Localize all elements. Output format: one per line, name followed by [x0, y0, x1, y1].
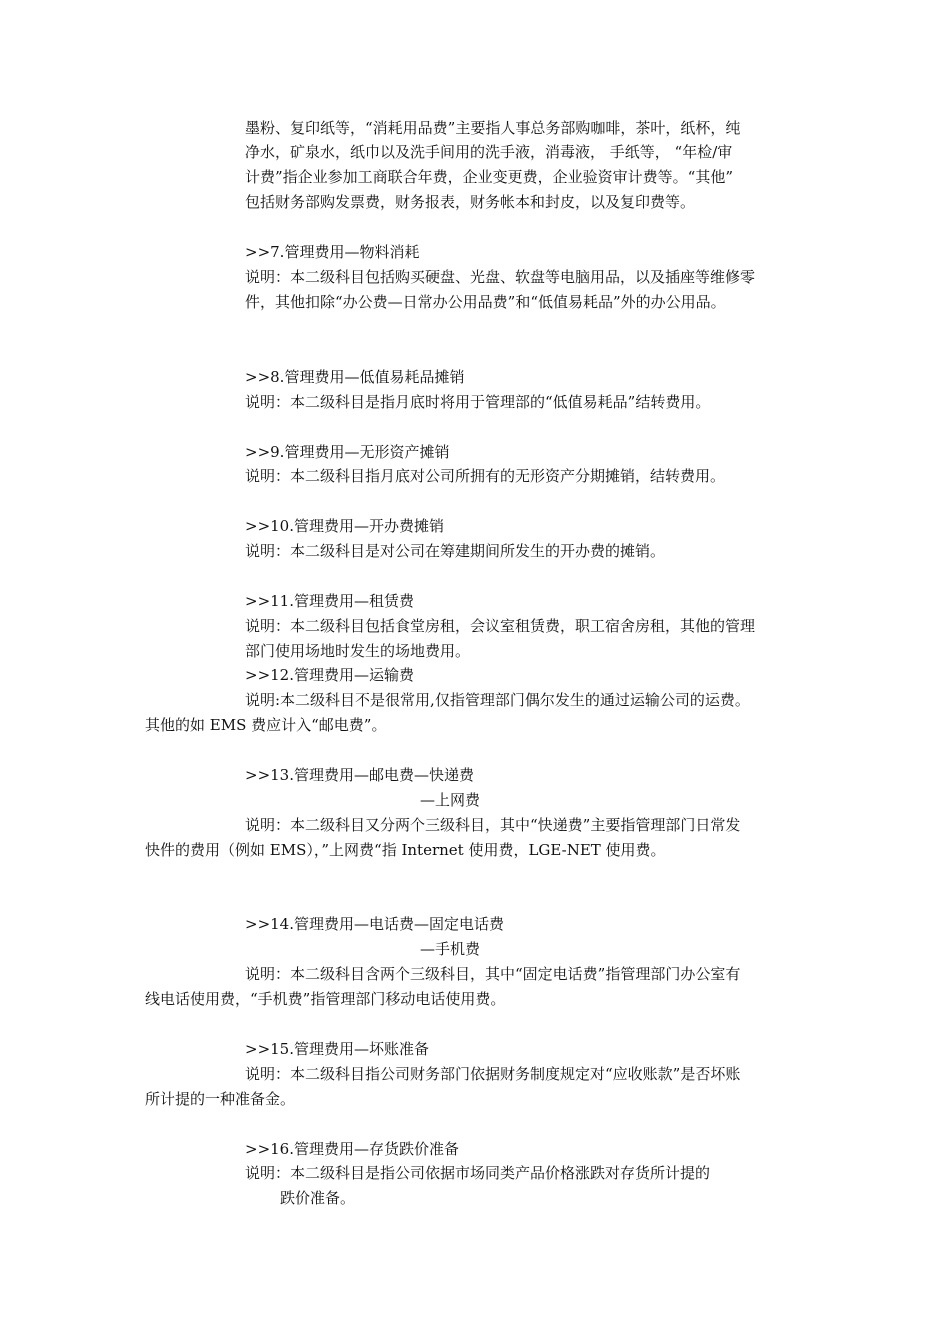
- text-line: 部门使用场地时发生的场地费用。: [245, 642, 471, 660]
- section-heading: >>10.管理费用—开办费摊销: [245, 517, 444, 535]
- sub-item: —上网费: [420, 791, 481, 809]
- text-line: 说明：本二级科目含两个三级科目，其中“固定电话费”指管理部门办公室有: [245, 965, 741, 983]
- text-line: 说明:本二级科目不是很常用,仅指管理部门偶尔发生的通过运输公司的运费。: [245, 691, 750, 709]
- text-line: 说明：本二级科目是对公司在筹建期间所发生的开办费的摊销。: [245, 542, 666, 560]
- text-line: 其他的如 EMS 费应计入“邮电费”。: [145, 716, 387, 734]
- section-heading: >>11.管理费用—租赁费: [245, 592, 414, 610]
- text-line: 跌价准备。: [280, 1189, 356, 1207]
- text-line: 包括财务部购发票费，财务报表，财务帐本和封皮，以及复印费等。: [245, 193, 696, 211]
- sub-item: —手机费: [420, 940, 481, 958]
- section-heading: >>14.管理费用—电话费—固定电话费: [245, 915, 504, 933]
- text-line: 说明：本二级科目是指公司依据市场同类产品价格涨跌对存货所计提的: [245, 1164, 711, 1182]
- text-line: 说明：本二级科目是指月底时将用于管理部的“低值易耗品”结转费用。: [245, 393, 711, 411]
- section-heading: >>12.管理费用—运输费: [245, 666, 414, 684]
- text-line: 说明：本二级科目包括食堂房租，会议室租赁费，职工宿舍房租，其他的管理: [245, 617, 756, 635]
- section-heading: >>8.管理费用—低值易耗品摊销: [245, 368, 465, 386]
- text-line: 计费”指企业参加工商联合年费，企业变更费，企业验资审计费等。“其他”: [245, 168, 734, 186]
- text-line: 说明：本二级科目又分两个三级科目，其中“快递费”主要指管理部门日常发: [245, 816, 741, 834]
- section-heading: >>7.管理费用—物料消耗: [245, 243, 420, 261]
- section-heading: >>15.管理费用—坏账准备: [245, 1040, 429, 1058]
- section-heading: >>9.管理费用—无形资产摊销: [245, 443, 450, 461]
- text-line: 线电话使用费，“手机费”指管理部门移动电话使用费。: [145, 990, 506, 1008]
- text-line: 件，其他扣除“办公费—日常办公用品费”和“低值易耗品”外的办公用品。: [245, 293, 726, 311]
- text-line: 净水，矿泉水，纸巾以及洗手间用的洗手液，消毒液， 手纸等， “年检/审: [245, 143, 733, 161]
- section-heading: >>16.管理费用—存货跌价准备: [245, 1140, 459, 1158]
- text-line: 说明：本二级科目包括购买硬盘、光盘、软盘等电脑用品，以及插座等维修零: [245, 268, 756, 286]
- text-line: 快件的费用（例如 EMS），”上网费“指 Internet 使用费，LGE-NET 使用费。: [145, 841, 666, 859]
- text-line: 说明：本二级科目指月底对公司所拥有的无形资产分期摊销，结转费用。: [245, 467, 726, 485]
- text-line: 所计提的一种准备金。: [145, 1090, 296, 1108]
- text-line: 墨粉、复印纸等，“消耗用品费”主要指人事总务部购咖啡，茶叶，纸杯，纯: [245, 119, 741, 137]
- text-line: 说明：本二级科目指公司财务部门依据财务制度规定对“应收账款”是否坏账: [245, 1065, 741, 1083]
- section-heading: >>13.管理费用—邮电费—快递费: [245, 766, 474, 784]
